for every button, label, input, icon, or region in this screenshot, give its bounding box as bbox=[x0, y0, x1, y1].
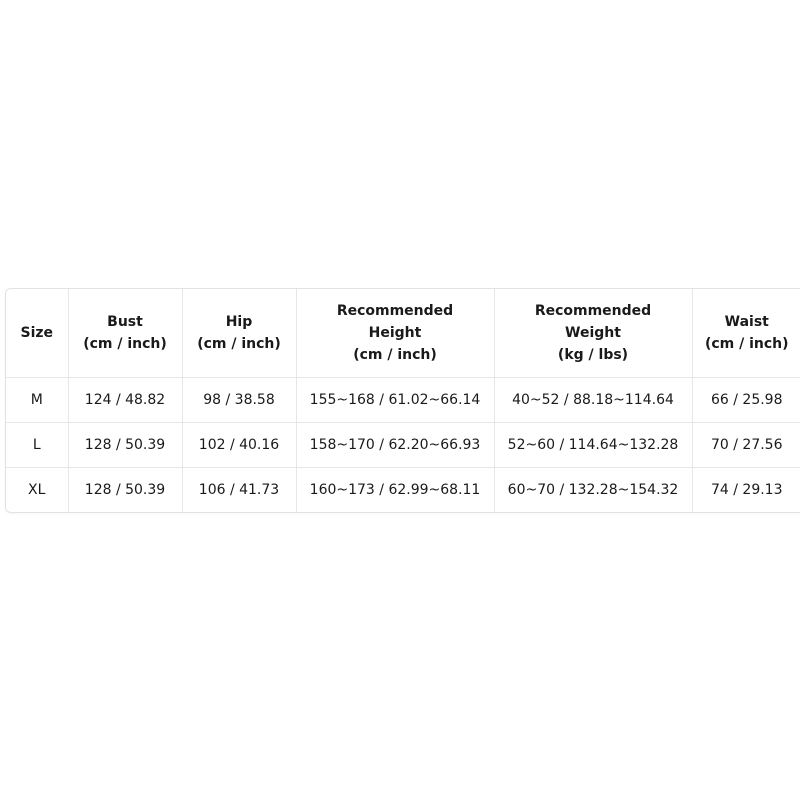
cell-height: 158~170 / 62.20~66.93 bbox=[296, 423, 494, 468]
header-size: Size bbox=[6, 289, 68, 378]
cell-weight: 52~60 / 114.64~132.28 bbox=[494, 423, 692, 468]
cell-bust: 128 / 50.39 bbox=[68, 423, 182, 468]
cell-hip: 102 / 40.16 bbox=[182, 423, 296, 468]
cell-waist: 70 / 27.56 bbox=[692, 423, 800, 468]
cell-height: 155~168 / 61.02~66.14 bbox=[296, 378, 494, 423]
header-recommended-weight: Recommended Weight (kg / lbs) bbox=[494, 289, 692, 378]
cell-hip: 106 / 41.73 bbox=[182, 468, 296, 513]
header-waist: Waist (cm / inch) bbox=[692, 289, 800, 378]
cell-waist: 66 / 25.98 bbox=[692, 378, 800, 423]
cell-size: XL bbox=[6, 468, 68, 513]
table-header-row bbox=[6, 289, 800, 378]
cell-waist: 74 / 29.13 bbox=[710, 482, 783, 498]
cell-bust: 128 / 50.39 bbox=[68, 468, 182, 513]
size-chart-table bbox=[6, 289, 800, 512]
cell-size: M bbox=[6, 378, 68, 423]
table-row bbox=[6, 423, 800, 468]
cell-hip: 98 / 38.58 bbox=[182, 378, 296, 423]
header-bust: Bust (cm / inch) bbox=[68, 289, 182, 378]
header-recommended-height: Recommended Height (cm / inch) bbox=[296, 289, 494, 378]
cell-bust: 124 / 48.82 bbox=[68, 378, 182, 423]
table-row bbox=[6, 468, 800, 513]
cell-height: 160~173 / 62.99~68.11 bbox=[296, 468, 494, 513]
cell-weight: 40~52 / 88.18~114.64 bbox=[494, 378, 692, 423]
cell-weight: 60~70 / 132.28~154.32 bbox=[494, 468, 692, 513]
size-chart-table-container bbox=[5, 288, 800, 513]
cell-size: L bbox=[6, 423, 68, 468]
table-row bbox=[6, 378, 800, 423]
header-hip: Hip (cm / inch) bbox=[182, 289, 296, 378]
